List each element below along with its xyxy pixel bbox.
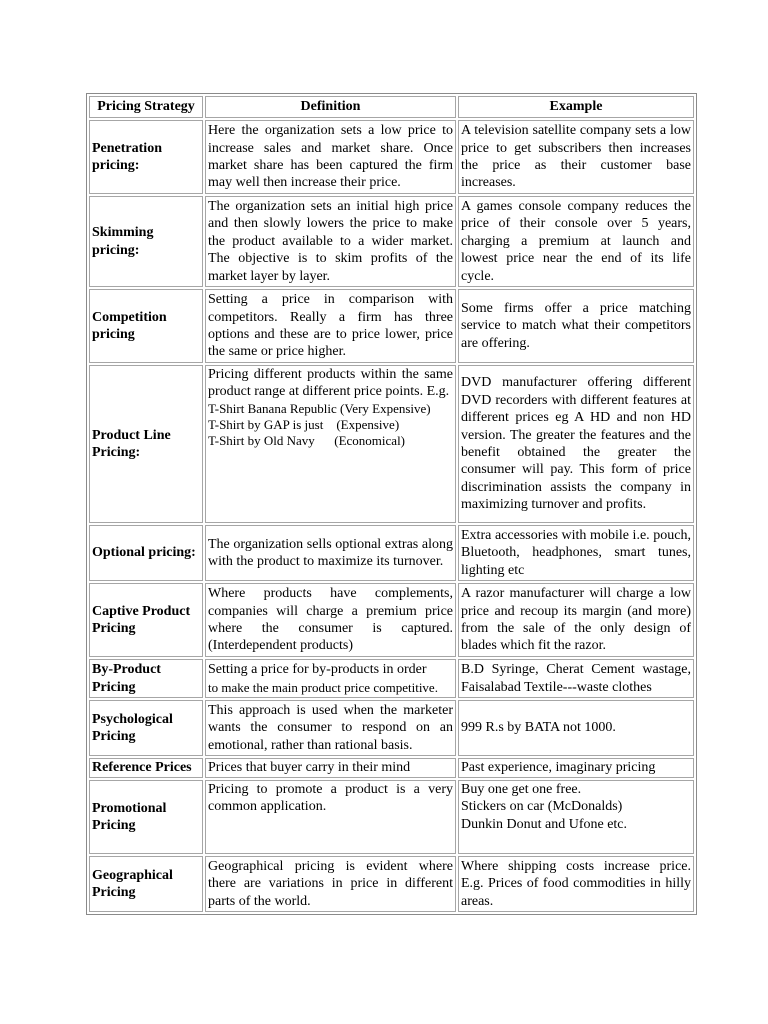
example-cell: Past experience, imaginary pricing bbox=[458, 758, 694, 778]
definition-cell: Prices that buyer carry in their mind bbox=[205, 758, 456, 778]
table-row bbox=[89, 289, 694, 363]
strategy-cell: Optional pricing: bbox=[89, 525, 203, 581]
table-row bbox=[89, 856, 694, 912]
strategy-cell: Reference Prices bbox=[89, 758, 203, 778]
example-cell: B.D Syringe, Cherat Cement wastage, Faisalabad Textile---waste clothes bbox=[458, 659, 694, 698]
definition-cell: Geographical pricing is evident where there are variations in price in different parts of the world. bbox=[205, 856, 456, 912]
table-row bbox=[89, 758, 694, 778]
strategy-cell: Psychological Pricing bbox=[89, 700, 203, 756]
table-row bbox=[89, 120, 694, 194]
strategy-cell: Penetration pricing: bbox=[89, 120, 203, 194]
definition-cell bbox=[205, 659, 456, 698]
example-cell bbox=[458, 780, 694, 854]
definition-text-small: to make the main product price competitive. bbox=[208, 679, 438, 695]
table-row bbox=[89, 365, 694, 523]
example-cell: A games console company reduces the price of their console over 5 years, charging a premium at launch and lowest price near the end of its life cycle. bbox=[458, 196, 694, 287]
example-cell: 999 R.s by BATA not 1000. bbox=[458, 700, 694, 756]
example-cell: Where shipping costs increase price. E.g. Prices of food commodities in hilly areas. bbox=[458, 856, 694, 912]
definition-cell: This approach is used when the marketer wants the consumer to respond on an emotional, rather than rational basis. bbox=[205, 700, 456, 756]
definition-cell bbox=[205, 365, 456, 523]
example-cell: Some firms offer a price matching service to match what their competitors are offering. bbox=[458, 289, 694, 363]
definition-cell: Setting a price in comparison with competitors. Really a firm has three options and these are to price lower, price the same or price higher. bbox=[205, 289, 456, 363]
table-row bbox=[89, 659, 694, 698]
strategy-cell: Captive Product Pricing bbox=[89, 583, 203, 657]
definition-example-line: T-Shirt Banana Republic (Very Expensive) bbox=[208, 400, 431, 416]
strategy-cell: Geographical Pricing bbox=[89, 856, 203, 912]
definition-example-line: T-Shirt by Old Navy (Economical) bbox=[208, 432, 406, 448]
definition-cell: The organization sells optional extras along with the product to maximize its turnover. bbox=[205, 525, 456, 581]
table-row bbox=[89, 700, 694, 756]
strategy-cell: Skimming pricing: bbox=[89, 196, 203, 287]
header-example: Example bbox=[458, 96, 694, 118]
table-header-row bbox=[89, 96, 694, 118]
definition-text: Setting a price for by-products in order bbox=[208, 662, 427, 678]
example-line: Dunkin Donut and Ufone etc. bbox=[461, 816, 628, 832]
table-row bbox=[89, 525, 694, 581]
example-line: Buy one get one free. bbox=[461, 782, 582, 797]
table-row bbox=[89, 583, 694, 657]
pricing-strategy-table bbox=[86, 93, 697, 915]
strategy-cell: Promotional Pricing bbox=[89, 780, 203, 854]
header-definition: Definition bbox=[205, 96, 456, 118]
definition-cell: Where products have complements, companies will charge a premium price where the consumer is captured. (Interdependent products) bbox=[205, 583, 456, 657]
example-line: Stickers on car (McDonalds) bbox=[461, 799, 623, 815]
example-cell: DVD manufacturer offering different DVD recorders with different features at different prices eg A HD and non HD version. The greater the features and the benefit obtained the greater the consumer will pay. This form of price discrimination assists the company in maximizing turnover and profits. bbox=[458, 365, 694, 523]
definition-cell: Here the organization sets a low price to increase sales and market share. Once market share has been captured the firm may well then increase their price. bbox=[205, 120, 456, 194]
table-row bbox=[89, 196, 694, 287]
strategy-cell: By-Product Pricing bbox=[89, 659, 203, 698]
definition-example-line: T-Shirt by GAP is just (Expensive) bbox=[208, 416, 400, 432]
header-pricing-strategy: Pricing Strategy bbox=[89, 96, 203, 118]
definition-text: Pricing different products within the same product range at different price points. E.g. bbox=[208, 367, 453, 400]
table-row bbox=[89, 780, 694, 854]
definition-cell: Pricing to promote a product is a very common application. bbox=[205, 780, 456, 854]
strategy-cell: Competition pricing bbox=[89, 289, 203, 363]
example-cell: A television satellite company sets a low price to get subscribers then increases the price as their customer base increases. bbox=[458, 120, 694, 194]
strategy-cell: Product Line Pricing: bbox=[89, 365, 203, 523]
example-cell: A razor manufacturer will charge a low price and recoup its margin (and more) from the sale of the only design of blades which fit the razor. bbox=[458, 583, 694, 657]
definition-cell: The organization sets an initial high price and then slowly lowers the price to make the product available to a wider market. The objective is to skim profits of the market layer by layer. bbox=[205, 196, 456, 287]
example-cell: Extra accessories with mobile i.e. pouch, Bluetooth, headphones, smart tunes, lighting etc bbox=[458, 525, 694, 581]
